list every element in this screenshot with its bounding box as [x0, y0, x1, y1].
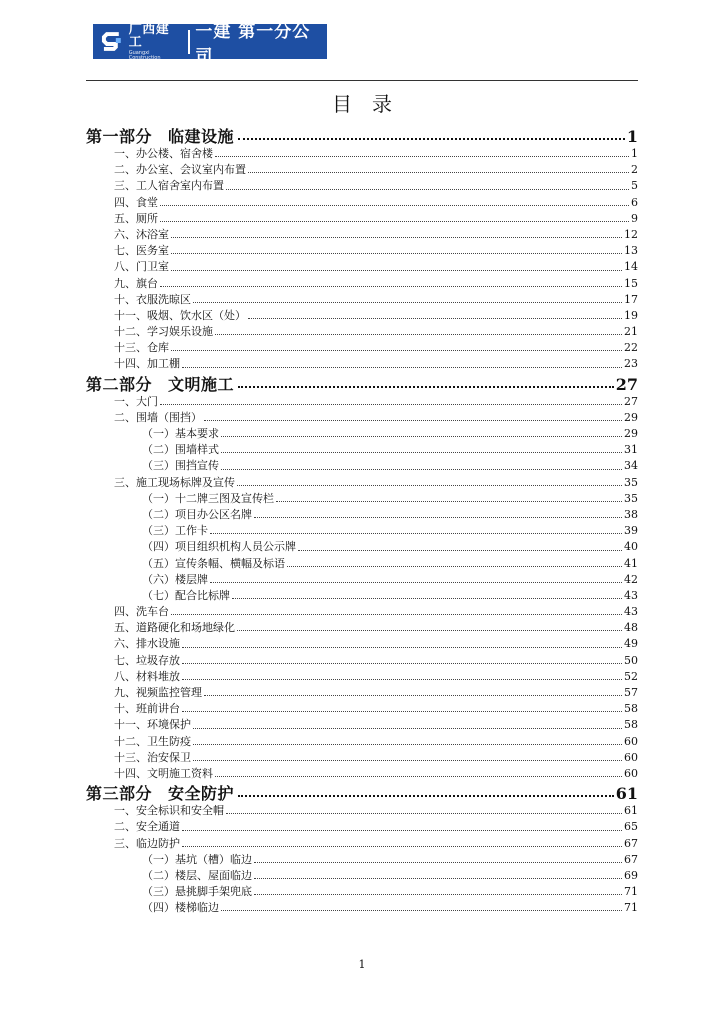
- toc-dot-leader: [221, 452, 622, 453]
- toc-page-number: 40: [624, 540, 638, 554]
- toc-entry-label: 十二、卫生防疫: [114, 734, 191, 748]
- toc-page-number: 6: [631, 195, 638, 209]
- toc-entry[interactable]: [86, 161, 638, 177]
- toc-dot-leader: [193, 302, 622, 303]
- toc-page-number: 35: [624, 491, 638, 505]
- toc-page-number: 23: [624, 357, 638, 371]
- toc-dot-leader: [182, 711, 622, 712]
- toc-entry-label: （二）楼层、屋面临边: [142, 868, 252, 882]
- logo-company-name: 广西建工: [128, 21, 170, 50]
- toc-dot-leader: [182, 830, 622, 831]
- toc-entry[interactable]: [86, 818, 638, 834]
- toc-page-number: 69: [624, 868, 638, 882]
- toc-dot-leader: [171, 350, 622, 351]
- toc-page-number: 38: [624, 507, 638, 521]
- toc-entry[interactable]: [86, 474, 638, 490]
- toc-part-entry[interactable]: [86, 124, 638, 145]
- toc-dot-leader: [226, 813, 622, 814]
- toc-dot-leader: [215, 334, 622, 335]
- toc-entry-label: 十二、学习娱乐设施: [114, 325, 213, 339]
- toc-page-number: 1: [626, 127, 638, 145]
- toc-entry[interactable]: [86, 867, 638, 883]
- toc-dot-leader: [193, 744, 622, 745]
- toc-page-number: 41: [624, 556, 638, 570]
- toc-entry[interactable]: [86, 749, 638, 765]
- toc-page-number: 48: [624, 621, 638, 635]
- toc-page-number: 15: [624, 276, 638, 290]
- toc-entry-label: 一、办公楼、宿舍楼: [114, 147, 213, 160]
- toc-page-number: 29: [624, 427, 638, 440]
- toc-dot-leader: [160, 404, 622, 405]
- toc-dot-leader: [276, 501, 622, 502]
- toc-entry-label: 一、大门: [114, 394, 158, 408]
- toc-entry[interactable]: [86, 145, 638, 161]
- toc-entry[interactable]: [86, 851, 638, 867]
- toc-dot-leader: [182, 679, 622, 680]
- logo-company-english: Guangxi Construction: [128, 49, 161, 61]
- toc-entry[interactable]: [86, 506, 638, 522]
- toc-dot-leader: [254, 517, 622, 518]
- toc-entry[interactable]: [86, 242, 638, 258]
- toc-entry-label: （三）围挡宣传: [142, 459, 219, 473]
- toc-entry-label: 七、医务室: [114, 244, 169, 258]
- toc-page-number: 61: [615, 784, 638, 803]
- toc-page-number: 61: [624, 804, 638, 818]
- toc-entry[interactable]: [86, 555, 638, 571]
- toc-entry-label: 十、班前讲台: [114, 702, 180, 716]
- toc-entry-label: （二）围墙样式: [142, 443, 219, 457]
- toc-page-number: 65: [624, 820, 638, 834]
- toc-part-title: 安全防护: [168, 784, 235, 803]
- toc-page-number: 39: [624, 524, 638, 538]
- toc-entry[interactable]: [86, 323, 638, 339]
- toc-part-number: 第三部分: [86, 784, 153, 803]
- toc-page-number: 42: [624, 572, 638, 586]
- logo-left-block: [129, 23, 183, 61]
- toc-entry[interactable]: [86, 425, 638, 441]
- toc-entry-label: （一）十二牌三图及宣传栏: [142, 491, 274, 505]
- toc-page-number: 71: [624, 885, 638, 899]
- toc-dot-leader: [160, 286, 622, 287]
- toc-entry[interactable]: [86, 339, 638, 355]
- toc-dot-leader: [204, 695, 622, 696]
- toc-dot-leader: [254, 894, 622, 895]
- toc-dot-leader: [298, 550, 622, 551]
- toc-page-number: 67: [624, 852, 638, 866]
- toc-dot-leader: [193, 728, 622, 729]
- toc-entry[interactable]: [86, 490, 638, 506]
- toc-dot-leader: [160, 205, 629, 206]
- toc-entry[interactable]: [86, 177, 638, 193]
- toc-entry[interactable]: [86, 355, 638, 371]
- toc-page-number: 57: [624, 686, 638, 699]
- toc-entry-label: 十、衣服洗晾区: [114, 292, 191, 306]
- toc-dot-leader: [182, 846, 622, 847]
- toc-dot-leader: [171, 253, 622, 254]
- toc-page-number: 27: [615, 374, 638, 393]
- toc-page-number: 35: [624, 475, 638, 489]
- toc-entry[interactable]: [86, 457, 638, 473]
- toc-entry-label: （一）基本要求: [142, 427, 219, 440]
- toc-dot-leader: [221, 469, 622, 470]
- toc-entry[interactable]: [86, 883, 638, 899]
- toc-page-number: 29: [624, 410, 638, 424]
- toc-entry[interactable]: [86, 619, 638, 635]
- toc-entry-label: 九、旗台: [114, 276, 158, 290]
- toc-part-title: 文明施工: [168, 374, 235, 393]
- toc-dot-leader: [171, 614, 622, 615]
- toc-dot-leader: [171, 270, 622, 271]
- toc-page-number: 22: [624, 341, 638, 355]
- toc-entry-label: （三）工作卡: [142, 524, 208, 538]
- toc-dot-leader: [226, 189, 629, 190]
- table-of-contents: [86, 124, 638, 915]
- toc-entry-label: 十三、仓库: [114, 341, 169, 355]
- toc-entry[interactable]: [86, 587, 638, 603]
- toc-page-number: 27: [624, 394, 638, 408]
- logo-branch-name: 一建 第一分公司: [195, 21, 311, 67]
- toc-entry-label: 十一、吸烟、饮水区（处）: [114, 308, 246, 322]
- toc-part-label: [86, 372, 234, 393]
- toc-entry[interactable]: [86, 652, 638, 668]
- toc-page-number: 2: [631, 163, 638, 177]
- toc-entry[interactable]: [86, 668, 638, 684]
- toc-entry-label: （二）项目办公区名牌: [142, 507, 252, 521]
- toc-part-number: 第二部分: [86, 374, 153, 393]
- toc-entry-label: 三、工人宿舍室内布置: [114, 179, 224, 193]
- toc-entry[interactable]: [86, 635, 638, 651]
- toc-page-number: 13: [624, 244, 638, 258]
- toc-dot-leader: [182, 663, 622, 664]
- toc-dot-leader: [287, 566, 622, 567]
- toc-entry-label: 十四、文明施工资料: [114, 766, 213, 780]
- toc-entry[interactable]: [86, 571, 638, 587]
- toc-entry-label: （七）配合比标牌: [142, 588, 230, 602]
- toc-entry-label: 六、沐浴室: [114, 227, 169, 241]
- toc-entry-label: 二、办公室、会议室内布置: [114, 163, 246, 177]
- toc-dot-leader: [193, 760, 622, 761]
- toc-page-number: 19: [624, 308, 638, 322]
- toc-dot-leader: [182, 647, 622, 648]
- toc-dot-leader: [238, 138, 625, 140]
- toc-dot-leader: [182, 367, 622, 368]
- logo-divider: [188, 30, 190, 54]
- toc-entry[interactable]: [86, 802, 638, 818]
- toc-entry[interactable]: [86, 393, 638, 409]
- toc-entry[interactable]: [86, 226, 638, 242]
- toc-dot-leader: [215, 156, 629, 157]
- toc-entry[interactable]: [86, 441, 638, 457]
- toc-entry-label: 三、施工现场标牌及宣传: [114, 475, 235, 489]
- toc-page-number: 14: [624, 260, 638, 274]
- toc-dot-leader: [254, 878, 622, 879]
- toc-entry-label: （四）楼梯临边: [142, 901, 219, 915]
- toc-dot-leader: [221, 436, 622, 437]
- toc-entry-label: 四、食堂: [114, 195, 158, 209]
- toc-entry[interactable]: [86, 700, 638, 716]
- toc-entry-label: 一、安全标识和安全帽: [114, 804, 224, 818]
- toc-page-number: 60: [624, 750, 638, 764]
- toc-page-number: 58: [624, 718, 638, 732]
- toc-entry-label: 五、道路硬化和场地绿化: [114, 621, 235, 635]
- toc-entry-label: 二、安全通道: [114, 820, 180, 834]
- toc-entry-label: （五）宣传条幅、横幅及标语: [142, 556, 285, 570]
- toc-entry-label: 九、视频监控管理: [114, 686, 202, 699]
- toc-entry-label: （三）悬挑脚手架兜底: [142, 885, 252, 899]
- toc-page-number: 1: [631, 147, 638, 160]
- toc-dot-leader: [204, 420, 622, 421]
- toc-part-title: 临建设施: [168, 127, 235, 145]
- toc-entry[interactable]: [86, 538, 638, 554]
- toc-page-number: 17: [624, 292, 638, 306]
- toc-part-number: 第一部分: [86, 127, 153, 145]
- toc-page-number: 43: [624, 605, 638, 619]
- toc-entry-label: （一）基坑（槽）临边: [142, 852, 252, 866]
- toc-page-number: 58: [624, 702, 638, 716]
- toc-dot-leader: [160, 221, 629, 222]
- toc-page-number: 5: [631, 179, 638, 193]
- toc-entry-label: 四、洗车台: [114, 605, 169, 619]
- toc-entry[interactable]: [86, 194, 638, 210]
- toc-entry-label: 三、临边防护: [114, 836, 180, 850]
- toc-dot-leader: [171, 237, 622, 238]
- toc-entry[interactable]: [86, 409, 638, 425]
- company-logo: [93, 21, 327, 67]
- toc-dot-leader: [238, 795, 614, 797]
- toc-entry[interactable]: [86, 835, 638, 851]
- toc-entry[interactable]: [86, 684, 638, 700]
- toc-page-number: 67: [624, 836, 638, 850]
- toc-page-number: 34: [624, 459, 638, 473]
- toc-entry-label: 十一、环境保护: [114, 718, 191, 732]
- toc-page-number: 21: [624, 325, 638, 339]
- toc-entry-label: 二、围墙（围挡）: [114, 410, 202, 424]
- toc-entry[interactable]: [86, 522, 638, 538]
- toc-part-entry[interactable]: [86, 781, 638, 802]
- toc-entry[interactable]: [86, 765, 638, 781]
- toc-entry[interactable]: [86, 733, 638, 749]
- toc-entry[interactable]: [86, 307, 638, 323]
- toc-entry[interactable]: [86, 899, 638, 915]
- toc-part-label: [86, 781, 234, 802]
- toc-dot-leader: [215, 776, 622, 777]
- toc-page-number: 60: [624, 766, 638, 780]
- toc-entry-label: 十四、加工棚: [114, 357, 180, 371]
- toc-part-label: [86, 124, 234, 145]
- toc-dot-leader: [254, 862, 622, 863]
- toc-dot-leader: [210, 582, 622, 583]
- toc-entry[interactable]: [86, 291, 638, 307]
- toc-dot-leader: [237, 630, 622, 631]
- toc-entry-label: 五、厕所: [114, 211, 158, 225]
- toc-page-number: 12: [624, 227, 638, 241]
- toc-dot-leader: [210, 533, 622, 534]
- toc-entry-label: 八、门卫室: [114, 260, 169, 274]
- toc-page-number: 9: [631, 211, 638, 225]
- page-number: 1: [358, 958, 366, 971]
- toc-entry-label: 八、材料堆放: [114, 669, 180, 683]
- toc-entry[interactable]: [86, 603, 638, 619]
- toc-dot-leader: [238, 386, 614, 388]
- toc-page-number: 50: [624, 653, 638, 667]
- toc-dot-leader: [232, 598, 622, 599]
- toc-dot-leader: [237, 485, 622, 486]
- toc-page-number: 49: [624, 637, 638, 651]
- toc-page-number: 60: [624, 734, 638, 748]
- toc-entry-label: 七、垃圾存放: [114, 653, 180, 667]
- toc-entry[interactable]: [86, 716, 638, 732]
- toc-entry-label: （四）项目组织机构人员公示牌: [142, 540, 296, 554]
- logo-mark-icon: [97, 27, 127, 57]
- toc-page-number: 71: [624, 901, 638, 915]
- toc-entry[interactable]: [86, 275, 638, 291]
- toc-part-entry[interactable]: [86, 372, 638, 393]
- toc-page-number: 43: [624, 588, 638, 602]
- toc-entry-label: （六）楼层牌: [142, 572, 208, 586]
- header-rule: [86, 80, 638, 81]
- toc-page-number: 31: [624, 443, 638, 457]
- toc-entry[interactable]: [86, 258, 638, 274]
- toc-entry[interactable]: [86, 210, 638, 226]
- toc-page-number: 52: [624, 669, 638, 683]
- toc-entry-label: 十三、治安保卫: [114, 750, 191, 764]
- toc-entry-label: 六、排水设施: [114, 637, 180, 651]
- toc-title: 目录: [332, 92, 412, 116]
- toc-dot-leader: [248, 318, 622, 319]
- toc-dot-leader: [221, 910, 622, 911]
- toc-dot-leader: [248, 172, 629, 173]
